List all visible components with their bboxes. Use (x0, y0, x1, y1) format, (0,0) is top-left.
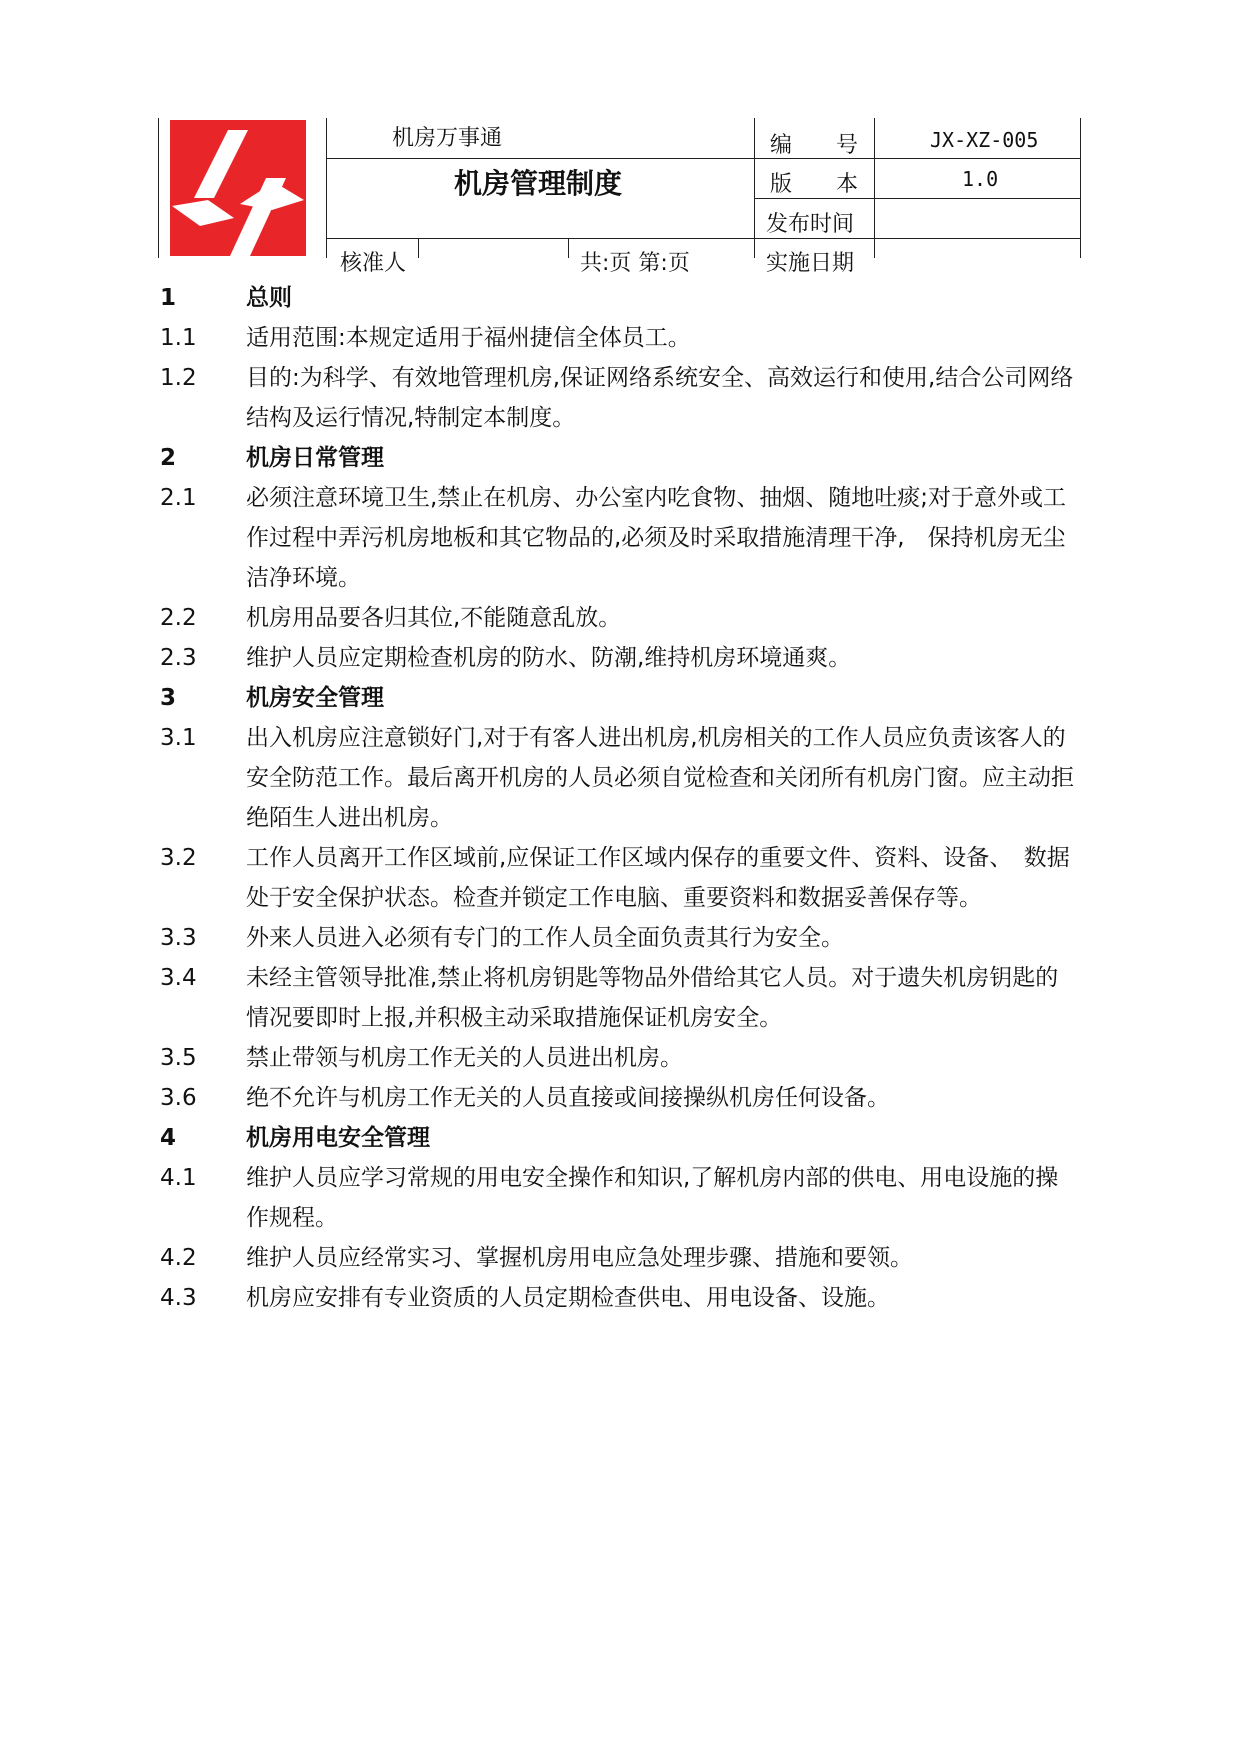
clause-item: 3.1 出入机房应注意锁好门,对于有客人进出机房,机房相关的工作人员应负责该客人的安全防范工作。最后离开机房的人员必须自觉检查和关闭所有机房门窗。应主动拒绝陌生人进出机房。 (160, 725, 1074, 831)
effective-date-label: 实施日期 (766, 251, 855, 276)
table-border (326, 118, 327, 258)
clause-item: 2.2 机房用品要各归其位,不能随意乱放。 (160, 605, 622, 631)
document-header-table (156, 118, 1082, 276)
clause-item: 3.4 未经主管领导批准,禁止将机房钥匙等物品外借给其它人员。对于遗失机房钥匙的情况要即时上报,并积极主动采取措施保证机房安全。 (160, 965, 1059, 1031)
document-number: JX-XZ-005 (930, 128, 1039, 152)
table-border (754, 118, 755, 258)
clause-item: 4.1 维护人员应学习常规的用电安全操作和知识,了解机房内部的供电、用电设施的操作规程。 (160, 1165, 1059, 1231)
document-body (160, 278, 1080, 1318)
clause-item: 4.2 维护人员应经常实习、掌握机房用电应急处理步骤、措施和要领。 (160, 1245, 913, 1271)
table-border (754, 198, 1081, 199)
clause-item: 3.6 绝不允许与机房工作无关的人员直接或间接操纵机房任何设备。 (160, 1085, 890, 1111)
clause-item: 1.1 适用范围:本规定适用于福州捷信全体员工。 (160, 325, 691, 351)
number-label: 编 号 (770, 133, 859, 158)
clause-item: 2.3 维护人员应定期检查机房的防水、防潮,维持机房环境通爽。 (160, 645, 852, 671)
page-count-label: 共:页 第:页 (580, 251, 690, 276)
version-label: 版 本 (770, 172, 859, 197)
section-heading: 1 总则 (160, 285, 292, 311)
company-logo (170, 120, 306, 256)
version-value: 1.0 (962, 167, 999, 191)
table-border (326, 238, 1081, 239)
system-name: 机房万事通 (392, 126, 503, 151)
section-heading: 4 机房用电安全管理 (160, 1125, 430, 1151)
table-border (874, 118, 875, 258)
release-date-label: 发布时间 (766, 212, 855, 237)
clause-item: 3.3 外来人员进入必须有专门的工作人员全面负责其行为安全。 (160, 925, 844, 951)
clause-item: 1.2 目的:为科学、有效地管理机房,保证网络系统安全、高效运行和使用,结合公司网络结构及运行情况,特制定本制度。 (160, 365, 1074, 431)
section-heading: 3 机房安全管理 (160, 685, 384, 711)
table-border (568, 238, 569, 258)
clause-item: 3.5 禁止带领与机房工作无关的人员进出机房。 (160, 1045, 683, 1071)
clause-item: 4.3 机房应安排有专业资质的人员定期检查供电、用电设备、设施。 (160, 1285, 890, 1311)
table-border (418, 238, 419, 258)
section-heading: 2 机房日常管理 (160, 445, 384, 471)
clause-item: 3.2 工作人员离开工作区域前,应保证工作区域内保存的重要文件、资料、设备、 数据处于安全保护状态。检查并锁定工作电脑、重要资料和数据妥善保存等。 (160, 845, 1070, 911)
table-border (158, 118, 159, 258)
approver-label: 核准人 (340, 251, 407, 276)
table-border (326, 158, 1081, 159)
document-title: 机房管理制度 (454, 167, 623, 200)
clause-item: 2.1 必须注意环境卫生,禁止在机房、办公室内吃食物、抽烟、随地吐痰;对于意外或工作过程中弄污机房地板和其它物品的,必须及时采取措施清理干净, 保持机房无尘洁净环境。 (160, 485, 1067, 591)
table-border (1080, 118, 1081, 258)
